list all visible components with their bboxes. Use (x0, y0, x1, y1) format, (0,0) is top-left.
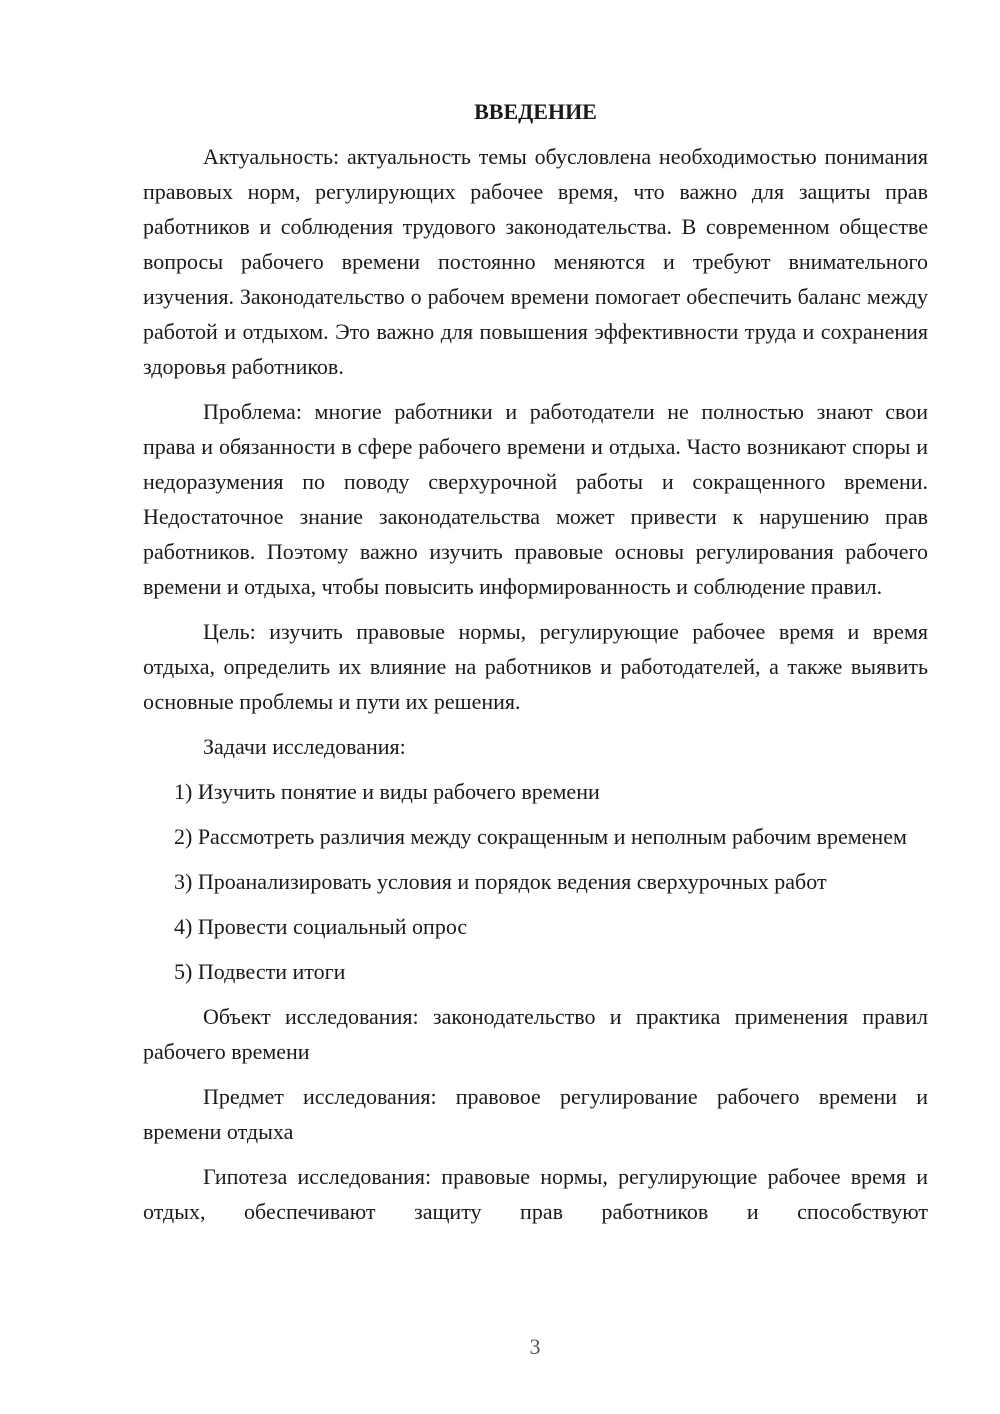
tasks-heading: Задачи исследования: (203, 734, 406, 759)
goal-paragraph: Цель: изучить правовые нормы, регулирующие рабочее время и время отдыха, определить их влияние на работников и работодателей, а также выявить основные проблемы и пути их решения. (143, 619, 928, 714)
page-number: 3 (529, 1334, 541, 1359)
hypothesis-paragraph: Гипотеза исследования: правовые нормы, регулирующие рабочее время и отдых, обеспечивают защиту прав работников и способствуют (143, 1164, 928, 1224)
task-item: 2) Рассмотреть различия между сокращенным и неполным рабочим временем (174, 824, 907, 849)
section-title: ВВЕДЕНИЕ (474, 99, 597, 124)
relevance-paragraph: Актуальность: актуальность темы обусловлена необходимостью понимания правовых норм, регулирующих рабочее время, что важно для защиты прав работников и соблюдения трудового законодательства. В современном обществе вопросы рабочего времени постоянно меняются и требуют внимательного изучения. Законодательство о рабочем времени помогает обеспечить баланс между работой и отдыхом. Это важно для повышения эффективности труда и сохранения здоровья работников. (143, 144, 928, 379)
task-item: 3) Проанализировать условия и порядок ведения сверхурочных работ (174, 869, 827, 894)
problem-paragraph: Проблема: многие работники и работодатели не полностью знают свои права и обязанности в сфере рабочего времени и отдыха. Часто возникают споры и недоразумения по поводу сверхурочной работы и сокращенного времени. Недостаточное знание законодательства может привести к нарушению прав работников. Поэтому важно изучить правовые основы регулирования рабочего времени и отдыха, чтобы повысить информированность и соблюдение правил. (143, 399, 928, 599)
task-item: 4) Провести социальный опрос (174, 914, 468, 939)
document-body (143, 95, 928, 1239)
task-item: 5) Подвести итоги (174, 959, 346, 984)
object-paragraph: Объект исследования: законодательство и практика применения правил рабочего времени (143, 1004, 928, 1064)
subject-paragraph: Предмет исследования: правовое регулирование рабочего времени и времени отдыха (143, 1084, 928, 1144)
task-item: 1) Изучить понятие и виды рабочего времени (174, 779, 600, 804)
